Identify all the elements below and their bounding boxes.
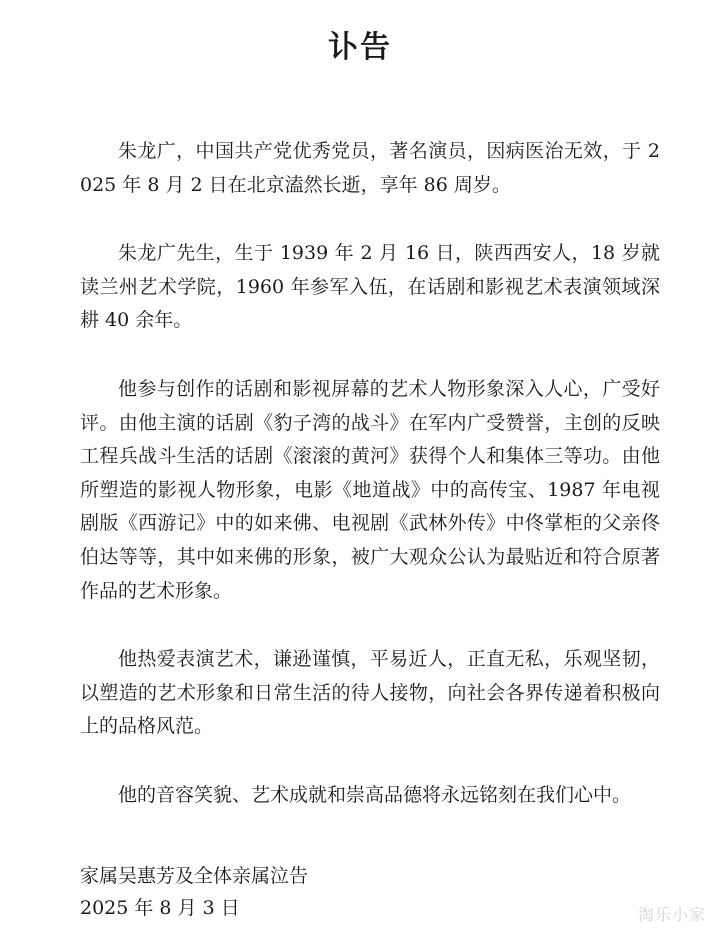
signature-block <box>80 860 308 924</box>
signature-date: 2025 年 8 月 3 日 <box>80 897 240 919</box>
paragraph-intro: 朱龙广，中国共产党优秀党员，著名演员，因病医治无效，于 2025 年 8 月 2 日在北京溘然长逝，享年 86 周岁。 <box>80 140 660 196</box>
paragraph-closing: 他的音容笑貌、艺术成就和崇高品德将永远铭刻在我们心中。 <box>118 783 632 806</box>
paragraph-works: 他参与创作的话剧和影视屏幕的艺术人物形象深入人心，广受好评。由他主演的话剧《豹子湾的战斗》在军内广受赞誉，主创的反映工程兵战斗生活的话剧《滚滚的黄河》获得个人和集体三等功。由他所塑造的影视人物形象，电影《地道战》中的高传宝、1987 年电视剧版《西游记》中的如来佛、电视剧《武林外传》中佟掌柜的父亲佟伯达等等，其中如来佛的形象，被广大观众公认为最贴近和符合原著作品的艺术形象。 <box>80 377 660 602</box>
page-title: 讣告 <box>328 30 392 65</box>
paragraph-biography: 朱龙广先生，生于 1939 年 2 月 16 日，陕西西安人，18 岁就读兰州艺术学院，1960 年参军入伍，在话剧和影视艺术表演领域深耕 40 余年。 <box>80 242 660 332</box>
signature-line: 家属吴惠芳及全体亲属泣告 <box>80 865 309 887</box>
paragraph-character: 他热爱表演艺术，谦逊谨慎，平易近人，正直无私，乐观坚韧，以塑造的艺术形象和日常生活的待人接物，向社会各界传递着积极向上的品格风范。 <box>80 648 660 738</box>
watermark: 淘乐小家 <box>637 905 706 924</box>
obituary-body <box>80 135 660 848</box>
